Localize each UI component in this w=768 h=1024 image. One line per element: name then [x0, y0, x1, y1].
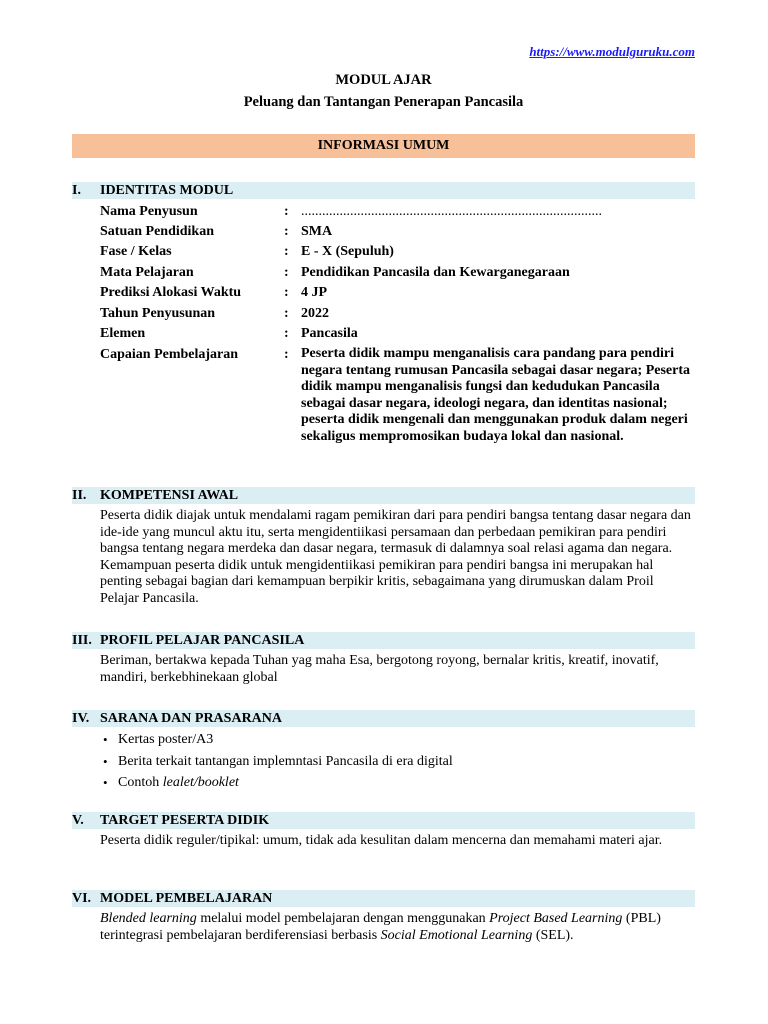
model-text: (SEL).: [532, 927, 574, 943]
identitas-label: Prediksi Alokasi Waktu: [100, 285, 242, 300]
model-term-pbl: Project Based Learning: [489, 911, 623, 926]
list-item: [100, 732, 695, 754]
section-title: TARGET PESERTA DIDIK: [100, 813, 270, 828]
identitas-value: 4 JP: [301, 285, 328, 300]
informasi-umum-banner: INFORMASI UMUM: [72, 134, 695, 158]
identitas-colon: :: [284, 285, 289, 300]
model-term-blended: Blended learning: [100, 911, 197, 926]
identitas-value: Peserta didik mampu menganalisis cara pandang para pendiri negara tentang rumusan Pancasila sebagai dasar negara; Peserta didik mampu menganalisis fungsi dan kedudukan Pancasila sebagai dasar negara, ideologi negara, dan identitas nasional; peserta didik mengenali dan menggunakan produk dalam negeri sekaligus mempromosikan budaya lokal dan nasional.: [301, 346, 690, 444]
identitas-value: ......................................................................................: [301, 204, 602, 219]
list-item: [100, 775, 695, 797]
section-title: MODEL PEMBELAJARAN: [100, 891, 273, 906]
identitas-value: SMA: [301, 224, 333, 239]
model-pembelajaran-text: [100, 911, 695, 944]
identitas-label: Fase / Kelas: [100, 244, 172, 259]
model-text: (PBL) terintegrasi pembelajaran berdiferensiasi berbasis: [100, 911, 661, 943]
section-number: I.: [72, 183, 81, 198]
document-subtitle: Peluang dan Tantangan Penerapan Pancasila: [243, 94, 524, 110]
section-title: SARANA DAN PRASARANA: [100, 711, 283, 726]
section-number: II.: [72, 488, 87, 503]
identitas-value: Pendidikan Pancasila dan Kewarganegaraan: [301, 265, 570, 280]
website-link[interactable]: https://www.modulguruku.com: [529, 44, 695, 59]
list-item-text: Contoh: [118, 775, 163, 790]
list-item-italic-text: lealet/booklet: [162, 775, 239, 790]
section-title: KOMPETENSI AWAL: [100, 488, 239, 503]
model-text: melalui model pembelajaran dengan menggunakan: [196, 911, 490, 926]
section-heading-kompetensi: [72, 487, 695, 504]
section-title: IDENTITAS MODUL: [100, 183, 234, 198]
identitas-label: Elemen: [100, 326, 146, 341]
list-item-text: Kertas poster/A3: [118, 732, 214, 747]
list-item-text: Berita terkait tantangan implemntasi Pancasila di era digital: [118, 753, 453, 769]
identitas-colon: :: [284, 265, 289, 280]
identitas-label: Tahun Penyusunan: [100, 306, 216, 321]
identitas-colon: :: [284, 204, 289, 219]
section-number: IV.: [72, 711, 90, 726]
list-item: [100, 754, 695, 776]
sarana-list: [100, 732, 695, 797]
section-heading-identitas: [72, 182, 695, 199]
section-heading-target: [72, 812, 695, 829]
identitas-colon: :: [284, 347, 289, 362]
section-title: PROFIL PELAJAR PANCASILA: [100, 633, 305, 648]
identitas-value: 2022: [301, 306, 329, 321]
profil-pelajar-text: Beriman, bertakwa kepada Tuhan yag maha Esa, bergotong royong, bernalar kritis, kreatif, inovatif, mandiri, berkebhinekaan global: [100, 653, 659, 685]
identitas-colon: :: [284, 326, 289, 341]
target-peserta-text: Peserta didik reguler/tipikal: umum, tidak ada kesulitan dalam mencerna dan memahami materi ajar.: [100, 833, 663, 848]
model-term-sel: Social Emotional Learning: [380, 927, 533, 943]
identitas-label: Nama Penyusun: [100, 204, 198, 219]
section-heading-profil: [72, 632, 695, 649]
identitas-colon: :: [284, 224, 289, 239]
identitas-colon: :: [284, 244, 289, 259]
identitas-label: Capaian Pembelajaran: [100, 347, 239, 362]
identitas-value: Pancasila: [301, 326, 358, 341]
identitas-label: Satuan Pendidikan: [100, 224, 214, 239]
section-number: V.: [72, 813, 84, 828]
section-heading-model: [72, 890, 695, 907]
identitas-label: Mata Pelajaran: [100, 265, 194, 280]
section-number: VI.: [72, 891, 92, 906]
section-number: III.: [72, 633, 92, 648]
section-heading-sarana: [72, 710, 695, 727]
kompetensi-awal-text: Peserta didik diajak untuk mendalami ragam pemikiran dari para pendiri bangsa tentang dasar negara dan ide-ide yang muncul aktu itu, serta mengidentiikasi persamaan dan perbedaan pemikiran para pendiri bangsa tentang negara merdeka dan dasar negara, termasuk di dalamnya soal relasi agama dan negara. Kemampuan peserta didik untuk mengidentiikasi pemikiran para pendiri bangsa ini merupakan hal penting sebagai bagian dari kemampuan berpikir kritis, sebagaimana yang dirumuskan dalam Proil Pelajar Pancasila.: [100, 508, 691, 606]
identitas-value: E - X (Sepuluh): [301, 244, 394, 259]
document-title: MODUL AJAR: [335, 72, 432, 88]
identitas-colon: :: [284, 306, 289, 321]
